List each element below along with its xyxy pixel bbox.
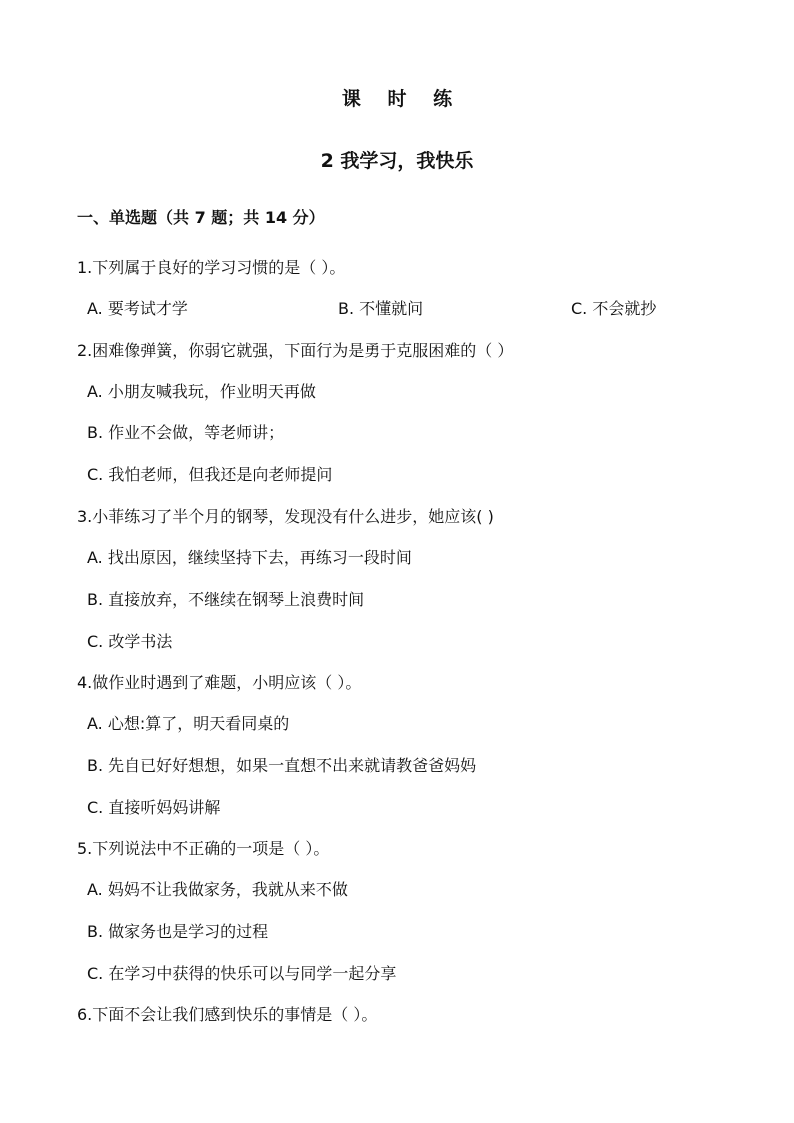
question-2-option-c: C. 我怕老师，但我还是向老师提问 [87,465,333,484]
question-3-option-a: A. 找出原因，继续坚持下去，再练习一段时间 [87,548,412,567]
document-title: 课 时 练 [341,88,463,110]
question-5-option-a: A. 妈妈不让我做家务，我就从来不做 [87,880,348,899]
question-4-option-c: C. 直接听妈妈讲解 [87,798,221,817]
question-4-option-b: B. 先自已好好想想，如果一直想不出来就请教爸爸妈妈 [87,756,477,775]
question-4-stem: 4.做作业时遇到了难题，小明应该（ ）。 [77,673,362,692]
question-5-option-c: C. 在学习中获得的快乐可以与同学一起分享 [87,964,397,983]
question-2-option-a: A. 小朋友喊我玩，作业明天再做 [87,382,316,401]
question-2-option-b: B. 作业不会做，等老师讲； [87,423,285,442]
question-4-option-a: A. 心想:算了，明天看同桌的 [87,714,290,733]
question-5-stem: 5.下列说法中不正确的一项是（ ）。 [77,839,330,858]
question-1-options [87,298,727,320]
question-1-option-b: B. 不懂就问 [338,299,424,318]
question-1-option-a: A. 要考试才学 [87,299,188,318]
document-subtitle: 2 我学习，我快乐 [320,150,474,172]
question-3-option-c: C. 改学书法 [87,632,173,651]
question-3-stem: 3.小菲练习了半个月的钢琴，发现没有什么进步，她应该( ) [77,507,494,526]
question-6-stem: 6.下面不会让我们感到快乐的事情是（ ）。 [77,1005,378,1024]
question-1-stem: 1.下列属于良好的学习习惯的是（ ）。 [77,258,346,277]
question-3-option-b: B. 直接放弃，不继续在钢琴上浪费时间 [87,590,365,609]
question-2-stem: 2.困难像弹簧，你弱它就强，下面行为是勇于克服困难的（ ） [77,341,514,360]
question-1-option-c: C. 不会就抄 [571,299,657,318]
question-5-option-b: B. 做家务也是学习的过程 [87,922,269,941]
section-header: 一、单选题（共 7 题；共 14 分） [77,208,325,227]
